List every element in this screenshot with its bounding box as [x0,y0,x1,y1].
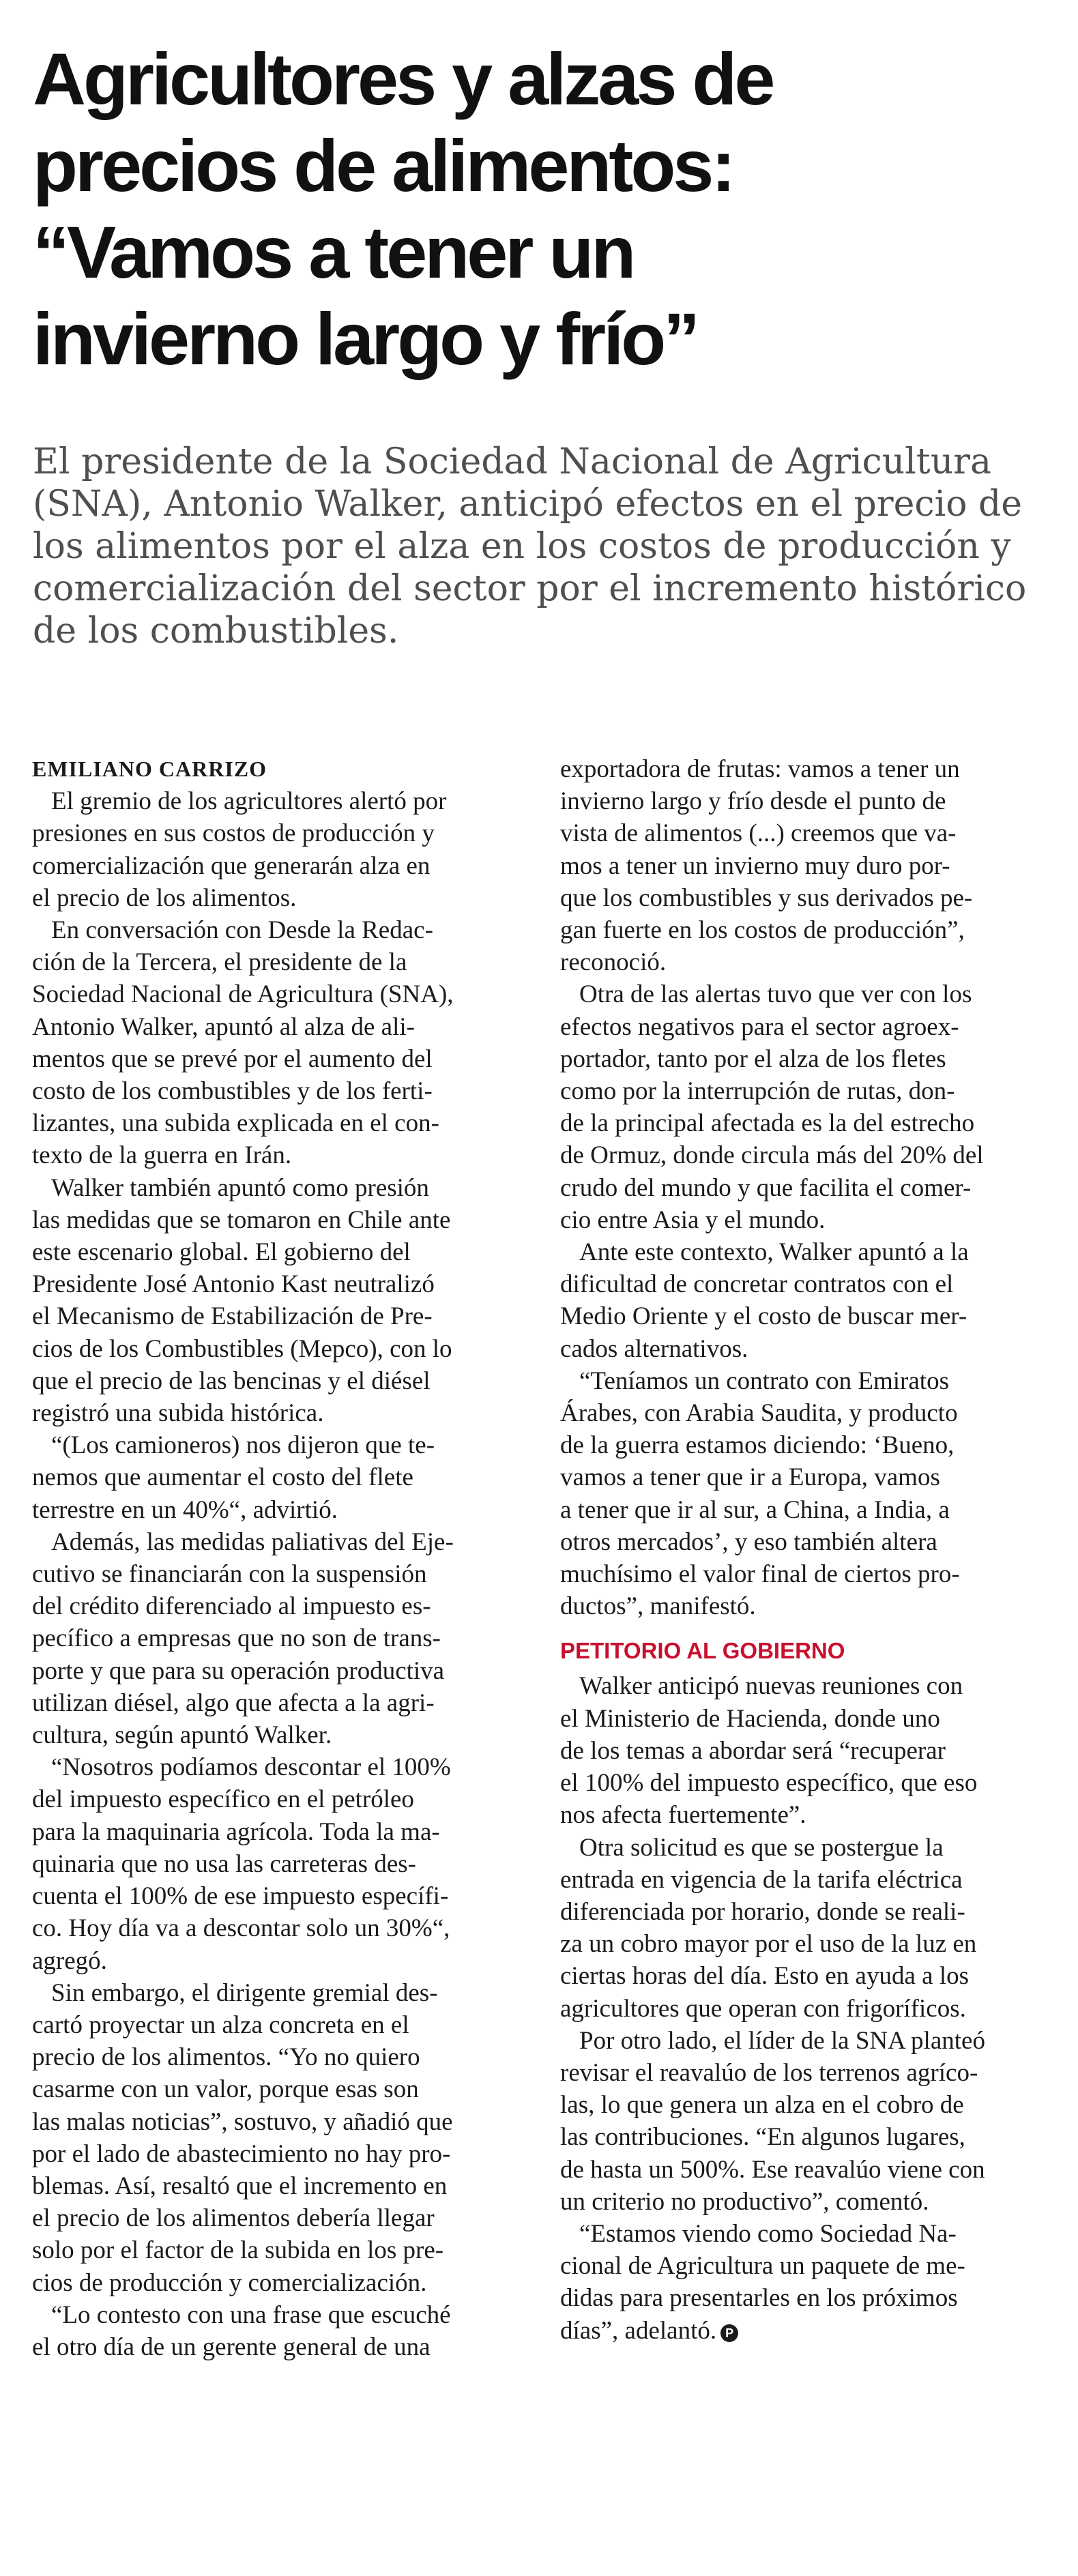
text-line: Walker anticipó nuevas reuniones con [579,1672,963,1701]
text-line: del impuesto específico en el petróleo [32,1785,414,1814]
text-line: “Estamos viendo como Sociedad Na- [579,2219,957,2248]
paragraph [560,1832,1046,2025]
text-line: comercialización que generarán alza en [32,851,431,880]
paragraph [32,1172,518,1430]
paragraph [560,2025,1046,2218]
text-line: otros mercados’, y eso también altera [560,1527,937,1556]
text-line: efectos negativos para el sector agroex- [560,1012,959,1041]
text-line: ción de la Tercera, el presidente de la [32,948,407,977]
text-line: pecífico a empresas que no son de trans- [32,1624,441,1653]
headline-line: invierno largo y frío” [33,297,698,380]
text-line: casarme con un valor, porque esas son [32,2075,419,2104]
text-line: cuenta el 100% de ese impuesto específi- [32,1882,449,1911]
subheadline-line: comercialización del sector por el incremento histórico [33,568,1027,609]
text-line: co. Hoy día va a descontar solo un 30%“, [32,1914,450,1943]
text-line: cados alternativos. [560,1334,748,1363]
text-line: “Nosotros podíamos descontar el 100% [51,1753,451,1782]
text-line: del crédito diferenciado al impuesto es- [32,1592,431,1621]
text-line: Sociedad Nacional de Agricultura (SNA), [32,980,454,1009]
text-line: para la maquinaria agrícola. Toda la ma- [32,1817,440,1846]
text-line: las medidas que se tomaron en Chile ante [32,1205,451,1234]
text-line: mos a tener un invierno muy duro por- [560,851,950,880]
text-line: cio entre Asia y el mundo. [560,1205,826,1234]
text-line: “Teníamos un contrato con Emiratos [579,1366,949,1395]
paragraph [560,1236,1046,1365]
text-line: de Ormuz, donde circula más del 20% del [560,1141,984,1170]
subheadline-line: de los combustibles. [33,611,399,652]
paragraph [560,2218,1046,2347]
text-line: “(Los camioneros) nos dijeron que te- [51,1431,435,1460]
section-heading: PETITORIO AL GOBIERNO [560,1638,845,1664]
text-line: crudo del mundo y que facilita el comer- [560,1173,972,1202]
text-line: didas para presentarles en los próximos [560,2284,958,2313]
paragraph [560,978,1046,1236]
text-line: Árabes, con Arabia Saudita, y producto [560,1399,958,1428]
text-line: exportadora de frutas: vamos a tener un [560,755,960,783]
text-line: Ante este contexto, Walker apuntó a la [579,1238,969,1267]
right-column-bottom-body [560,1670,1046,2346]
paragraph [32,1429,518,1526]
text-line: días”, adelantó. P [560,2315,1046,2347]
paragraph [560,1365,1046,1623]
text-line: cios de los Combustibles (Mepco), con lo [32,1334,452,1363]
right-column-top-body [560,753,1046,1622]
subheadline-line: (SNA), Antonio Walker, anticipó efectos en el precio de [33,484,1023,525]
text-line: agricultores que operan con frigoríficos. [560,1994,966,2023]
paragraph [560,1670,1046,1831]
text-line: Presidente José Antonio Kast neutralizó [32,1270,435,1299]
text-line: agregó. [32,1946,107,1975]
text-line: quinaria que no usa las carreteras des- [32,1849,416,1878]
text-line: reconoció. [560,948,667,977]
text-line: nemos que aumentar el costo del flete [32,1463,413,1492]
text-line: de la guerra estamos diciendo: ‘Bueno, [560,1431,955,1460]
text-line: el otro día de un gerente general de una [32,2332,431,2361]
headline-line: “Vamos a tener un [33,211,634,293]
text-line: de los temas a abordar será “recuperar [560,1736,946,1765]
text-line: un criterio no productivo”, comentó. [560,2187,929,2216]
paragraph [32,2299,518,2363]
text-line: el 100% del impuesto específico, que eso [560,1769,978,1798]
text-line: texto de la guerra en Irán. [32,1141,292,1170]
text-line: entrada en vigencia de la tarifa eléctrica [560,1865,963,1894]
text-line: este escenario global. El gobierno del [32,1238,411,1267]
article-column-left [32,753,518,2363]
text-line: vista de alimentos (...) creemos que va- [560,819,957,848]
headline-line: Agricultores y alzas de [33,38,773,120]
text-line: Además, las medidas paliativas del Eje- [51,1527,454,1556]
text-line: El gremio de los agricultores alertó por [51,787,447,816]
text-line: de la principal afectada es la del estrecho [560,1109,975,1138]
text-line: cartó proyectar un alza concreta en el [32,2010,409,2039]
text-line: ciertas horas del día. Esto en ayuda a los [560,1962,969,1991]
text-line: Walker también apuntó como presión [51,1173,429,1202]
paragraph [32,785,518,914]
text-line: el Ministerio de Hacienda, donde uno [560,1704,940,1733]
text-line: registró una subida histórica. [32,1399,324,1428]
text-line: Medio Oriente y el costo de buscar mer- [560,1302,967,1331]
paragraph [32,1526,518,1751]
subheadline [33,441,1056,652]
text-line: cional de Agricultura un paquete de me- [560,2252,965,2281]
text-line: nos afecta fuertemente”. [560,1801,806,1830]
text-line: Sin embargo, el dirigente gremial des- [51,1978,438,2007]
text-line: las malas noticias”, sostuvo, y añadió que [32,2107,453,2136]
text-line: blemas. Así, resaltó que el incremento en [32,2171,448,2200]
headline [33,35,1049,382]
article-column-right [560,753,1046,2347]
text-line: ductos”, manifestó. [560,1592,756,1621]
text-line: muchísimo el valor final de ciertos pro- [560,1560,960,1589]
text-line: el precio de los alimentos. [32,883,297,912]
text-line: que el precio de las bencinas y el diésel [32,1366,431,1395]
text-line: precio de los alimentos. “Yo no quiero [32,2043,420,2072]
text-line: las contribuciones. “En algunos lugares, [560,2123,965,2152]
text-line: cutivo se financiarán con la suspensión [32,1560,427,1589]
text-line: el Mecanismo de Estabilización de Pre- [32,1302,433,1331]
text-line: dificultad de concretar contratos con el [560,1270,954,1299]
text-line: presiones en sus costos de producción y [32,819,435,848]
text-line: Antonio Walker, apuntó al alza de ali- [32,1012,415,1041]
text-line: a tener que ir al sur, a China, a India, a [560,1495,950,1524]
text-line: de hasta un 500%. Ese reavalúo viene con [560,2155,985,2184]
text-line: En conversación con Desde la Redac- [51,916,433,944]
text-line: como por la interrupción de rutas, don- [560,1077,955,1106]
subheadline-line: El presidente de la Sociedad Nacional de Agricultura [33,441,992,482]
subheadline-line: los alimentos por el alza en los costos de producción y [33,526,1011,567]
text-line: Por otro lado, el líder de la SNA planteó [579,2026,985,2055]
text-line: porte y que para su operación productiva [32,1656,445,1685]
text-line: invierno largo y frío desde el punto de [560,787,946,816]
headline-line: precios de alimentos: [33,124,733,207]
text-line: el precio de los alimentos debería llegar [32,2204,435,2233]
text-line: utilizan diésel, algo que afecta a la agri- [32,1688,435,1717]
text-line: portador, tanto por el alza de los fletes [560,1044,946,1073]
paragraph [32,1977,518,2299]
paragraph [560,753,1046,978]
paragraph [32,914,518,1172]
text-line: por el lado de abastecimiento no hay pro- [32,2139,451,2168]
text-line: Otra de las alertas tuvo que ver con los [579,980,972,1009]
text-line: cios de producción y comercialización. [32,2268,427,2297]
text-line: cultura, según apuntó Walker. [32,1721,332,1750]
paragraph [32,1751,518,1976]
text-line: gan fuerte en los costos de producción”, [560,916,965,945]
text-line: mentos que se prevé por el aumento del [32,1044,433,1073]
text-line: lizantes, una subida explicada en el con- [32,1109,439,1138]
left-column-body [32,785,518,2363]
text-line: solo por el factor de la subida en los pre- [32,2236,444,2265]
text-line: que los combustibles y sus derivados pe- [560,883,973,912]
text-line: “Lo contesto con una frase que escuché [51,2300,451,2329]
text-line: za un cobro mayor por el uso de la luz en [560,1930,977,1959]
byline: EMILIANO CARRIZO [32,757,267,781]
text-line: las, lo que genera un alza en el cobro de [560,2091,964,2120]
text-line: terrestre en un 40%“, advirtió. [32,1495,338,1524]
end-mark-icon: P [720,2324,738,2342]
text-line: revisar el reavalúo de los terrenos agríco- [560,2058,978,2087]
text-line: diferenciada por horario, donde se reali- [560,1897,965,1926]
text-line: costo de los combustibles y de los ferti- [32,1077,433,1106]
text-line: Otra solicitud es que se postergue la [579,1833,944,1862]
text-line: vamos a tener que ir a Europa, vamos [560,1463,940,1492]
